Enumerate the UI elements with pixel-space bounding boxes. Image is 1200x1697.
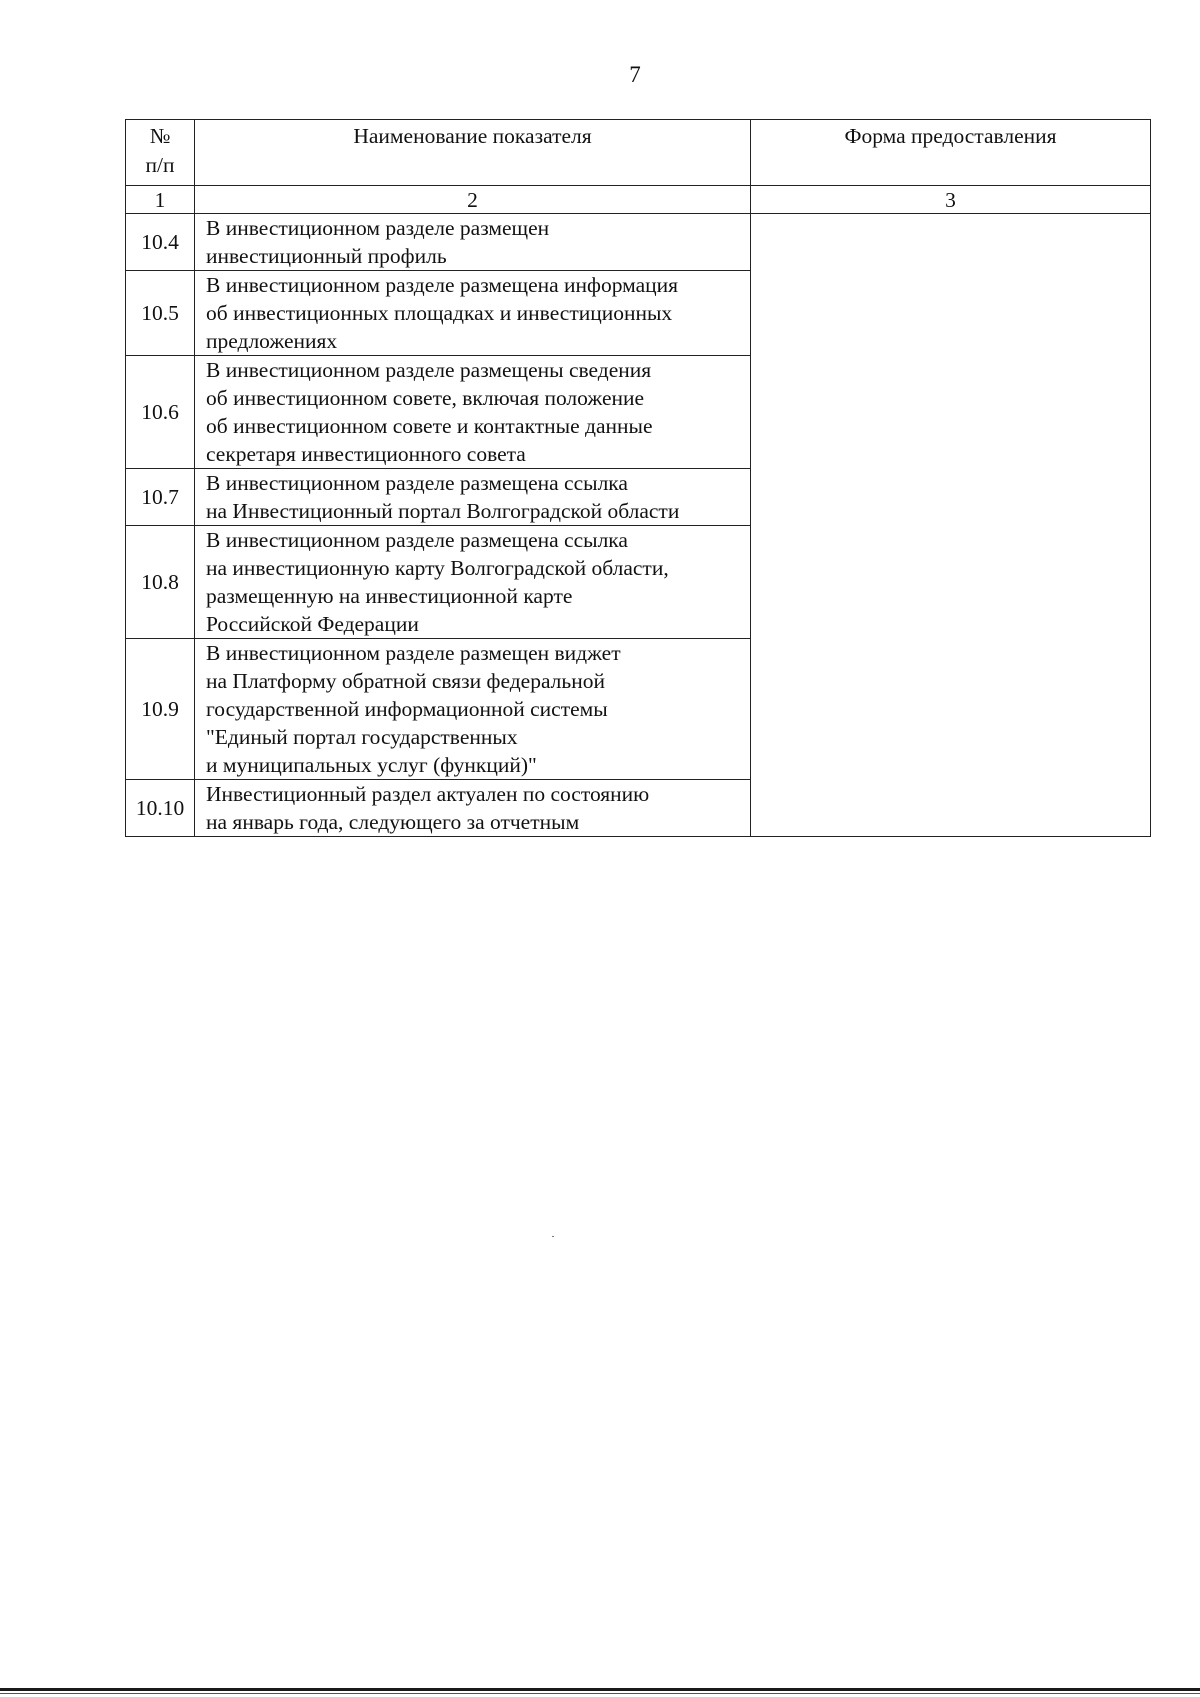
indicators-table bbox=[125, 119, 1151, 837]
scan-speck bbox=[552, 1236, 554, 1237]
row-number: 10.10 bbox=[126, 780, 195, 837]
row-indicator-text: В инвестиционном разделе размещен виджет на Платформу обратной связи федеральной государственной информационной системы "Единый портал государственных и муниципальных услуг (функций)" bbox=[195, 639, 751, 780]
row-indicator-text: В инвестиционном разделе размещена ссылка на инвестиционную карту Волгоградской области, размещенную на инвестиционной карте Российской Федерации bbox=[195, 526, 751, 639]
header-form: Форма предоставления bbox=[751, 120, 1151, 186]
table-row bbox=[126, 214, 1151, 271]
column-index-cell: 2 bbox=[195, 186, 751, 214]
table-header-row bbox=[126, 120, 1151, 186]
row-number: 10.7 bbox=[126, 469, 195, 526]
column-index-cell: 1 bbox=[126, 186, 195, 214]
bottom-page-border bbox=[0, 1688, 1200, 1691]
row-number: 10.6 bbox=[126, 356, 195, 469]
column-index-cell: 3 bbox=[751, 186, 1151, 214]
form-column-cell bbox=[751, 214, 1151, 837]
bottom-page-border-thin bbox=[0, 1693, 1200, 1694]
header-name: Наименование показателя bbox=[195, 120, 751, 186]
header-num: № п/п bbox=[126, 120, 195, 186]
row-indicator-text: В инвестиционном разделе размещен инвестиционный профиль bbox=[195, 214, 751, 271]
column-index-row bbox=[126, 186, 1151, 214]
row-indicator-text: В инвестиционном разделе размещена ссылка на Инвестиционный портал Волгоградской области bbox=[195, 469, 751, 526]
page-number: 7 bbox=[629, 62, 641, 87]
row-indicator-text: В инвестиционном разделе размещены сведения об инвестиционном совете, включая положение об инвестиционном совете и контактные данные секретаря инвестиционного совета bbox=[195, 356, 751, 469]
row-number: 10.4 bbox=[126, 214, 195, 271]
row-number: 10.8 bbox=[126, 526, 195, 639]
row-number: 10.5 bbox=[126, 271, 195, 356]
row-indicator-text: В инвестиционном разделе размещена информация об инвестиционных площадках и инвестиционных предложениях bbox=[195, 271, 751, 356]
row-indicator-text: Инвестиционный раздел актуален по состоянию на январь года, следующего за отчетным bbox=[195, 780, 751, 837]
row-number: 10.9 bbox=[126, 639, 195, 780]
